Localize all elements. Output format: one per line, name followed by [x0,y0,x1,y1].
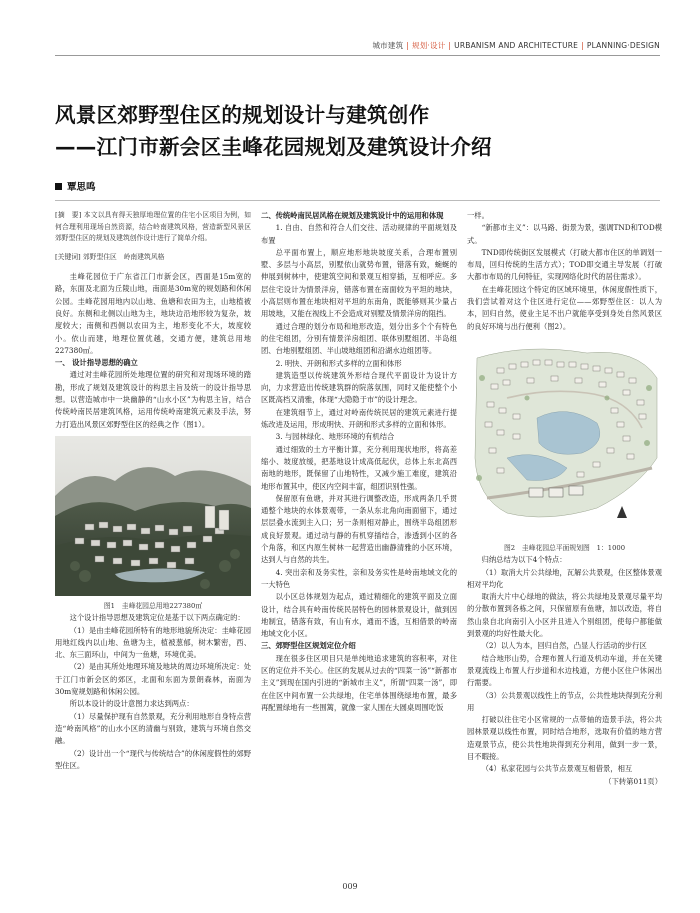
author-bullet-icon [55,183,62,190]
master-plan-image [467,338,662,538]
title-line-2: ——江门市新会区圭峰花园规划及建筑设计介绍 [55,135,492,159]
running-header: 城市建筑 | 规划·设计 | URBANISM AND ARCHITECTURE | PLANNING·DESIGN [372,41,660,50]
paragraph: （4）私家花园与公共节点景观互相借景，相互 [481,764,633,774]
paragraph: 3. 与园林绿化、地形环境的有机结合 [275,432,395,442]
paragraph: 总平面布置上，顺应地形地块坡度关系，合理布置别墅、多层与小高层，别墅依山就势布置，错落有致，蜿蜒的伸展到树林中，使建筑空间和景观互相穿插，互相呼应。多层住宅设计为情景洋房，错落布置在南面较为平坦的地块，小高层则布置在地块相对平坦的东南角，既能够则其少量占用坡地，又能在视线上不会造成对别墅及情景洋房的阻挡。 [261,247,457,319]
column-2 [261,210,457,714]
continued-note: （下转第011页） [604,776,662,786]
paragraph: 以小区总体规划为起点，通过精细化的建筑平面及立面设计，结合具有岭南传统民居特色的园林景观设计，做到因地制宜，错落有致，有山有水，通而不透，互相借景的岭南地域文化小区。 [261,592,457,639]
paragraph: （1）是由圭峰花园所特有的地形地貌所决定：圭峰花园用地红线内以山地、鱼塘为主，植被葱郁，树木繁密，西、北、东三面环山，中间为一鱼塘，环境优美。 [55,625,251,660]
header-subcategory-en: PLANNING·DESIGN [586,41,660,50]
paragraph: 4. 突出亲和及务实性，亲和及务实性是岭南地域文化的一大特色 [261,567,457,589]
column-1 [55,210,251,772]
page-number: 009 [342,882,358,891]
author-name: 覃思鸣 [67,182,96,193]
paragraph: 打破以往住宅小区常规的一点带轴的造景手法，将公共园林景观以线性布置，同时结合地形，选取有价值的地方营造观景节点，使公共性地块得到充分利用，做到一步一景，目不暇接。 [467,715,662,762]
figure-2-master-plan [467,338,662,538]
paragraph: 取消大片中心绿地的做法，将公共绿地及景观尽量平均的分散布置到各栋之间，只保留原有鱼塘，加以改造，将自然山泉自北向南引入小区并且进入个别组团，使每户都能做到景观的均好性最大化。 [467,592,662,639]
keywords: [关键词] 郊野型住区 岭南建筑风格 [55,252,165,261]
section-heading: 一、 设计指导思想的确立 [55,358,138,368]
paragraph: （1）取消大片公共绿地，瓦解公共景观，住区整体景观相对平均化 [467,567,662,589]
paragraph: 保留原有鱼塘，并对其进行调整改造，形成两条几乎贯通整个地块的水体景观带，一条从东北角向南面留下，通过层层叠水流到主入口；另一条则相对静止，围绕半岛组团形成良好景观。通过动与静的有机穿插结合，渗透到小区的各个角落，和区内原生树林一起营造出幽静清雅的小区环境，达到人与自然的共生。 [261,493,457,565]
title-rule [55,200,660,201]
header-rule [55,55,660,56]
paragraph: 所以本设计的设计意图力求达到两点： [69,699,194,709]
paragraph: （2）是由其所处地理环境及地块的周边环境所决定：处于江门市新会区的郊区，北面和东面为景朗森林，南面为30m宽规划路和休闲公园。 [55,662,251,697]
paragraph-continued: 一样。 [467,211,489,220]
paragraph: “新都市主义”：以马路、街景为景，强调TND和TOD模式。 [467,223,662,245]
paragraph: 通过合理的划分布局和地形改造，划分出多个个有特色的住宅组团，分别有情景洋房组团、联体别墅组团、半岛组团、台地别墅组团、半山坡地组团和沿湖水边组团等。 [261,321,457,356]
abstract: [摘 要] 本文以具有得天独厚地理位置的住宅小区项目为例，如何合理利用现场自然资源，结合岭南建筑风格，营造新型风景区郊野型住区的规划及建筑创作设计进行了简单介绍。 [55,211,251,243]
figure-caption: 图2 圭峰花园总平面规划图 1：1000 [503,543,626,552]
paragraph: （3）公共景观以线性上的节点，公共性地块得到充分利用 [467,690,662,712]
header-subcategory-cn: 规划·设计 [412,41,446,50]
paragraph: 结合地形山势，合理布置人行道及机动车道，并在关键景观流线上布置人行步道和水边栈道，方便小区住户休闲出行需要。 [467,653,662,688]
title-line-1: 风景区郊野型住区的规划设计与建筑创作 [55,103,430,127]
figure-caption: 图1 圭峰花园总用地227380㎡ [103,601,203,610]
paragraph: 1. 自由、自然和符合人们交往、活动规律的平面规划及布置 [261,223,457,245]
figure-1-aerial-rendering [55,436,251,596]
header-category-cn: 城市建筑 [372,41,404,50]
paragraph: 2. 明快、开朗和形式多样的立面和体形 [275,358,402,368]
paragraph: 在圭峰花园这个特定的区域环境里，休闲度假性质下，我们尝试着对这个住区进行定位——郊野型住区：以人为本，回归自然，使业主足不出户就能享受到身处自然风景区的良好环境与出行便利（图2）。 [467,284,662,331]
paragraph: （2）设计出一个“现代与传统结合”的休闲度假性的郊野型住区。 [55,748,251,770]
column-3 [467,210,662,788]
author [55,179,96,193]
paragraph: 归纳总结为以下4个特点： [481,555,567,565]
paragraph: TND即传统街区发展模式（打破大都市住区的单调划一布局，回归传统的生活方式）；TOD即交通主导发展（打破大都市布局的几何特征，实现网络化时代的居住需求）。 [467,247,662,282]
paragraph: 建筑造型以传统建筑外形结合现代平面设计为设计方向，力求营造出传统建筑群的院落氛围，同时又能使整个小区既高档又清雅，体现“大隐隐于市”的设计理念。 [261,370,457,405]
paragraph: （2）以人为本，回归自然，凸显人行活动的步行区 [481,641,647,651]
paragraph: 现在很多住区项目只是单纯地追求建筑的容积率，对住区的定位并不关心。住区的发展从过去的“四菜一汤”“新都市主义”到现在国内引进的“新城市主义”，所谓“四菜一汤”，即在住区中间布置一公共绿地，住宅单体围绕绿地布置，最多再配置绿地有一些围篱，就像一家人围在大圆桌周围吃饭 [261,653,457,712]
paragraph: 圭峰花园位于广东省江门市新会区，西面是15m宽的路，东面及北面为丘陵山地，南面是30m宽的规划路和休闲公园。圭峰花园用地内以山地、鱼塘和农田为主，山地植被良好。东侧和北侧以山地为主，地块边沿地形较为复杂，坡度较大；南侧和西侧以农田为主，地形变化不大，坡度较小。依山而建，地理位置优越，交通方便，建筑总用地227380㎡。 [55,272,251,355]
paragraph: （1）尽量保护现有自然景观，充分利用地形自身特点营造“岭南风格”的山水小区的清幽与别致，建筑与环境自然交融。 [55,711,251,746]
paragraph: 这个设计指导思想及建筑定位是基于以下两点确定的： [69,613,245,623]
paragraph: 通过细致的土方平衡计算，充分利用现状地形，将高差缩小、坡度放缓，把基地设计成高低起伏，总体上东北高西南地的地形，既保留了山地特性，又减少施工难度，建筑沿地形布置其中，使区内空间丰富，组团识别性强。 [261,444,457,491]
header-category-en: URBANISM AND ARCHITECTURE [454,41,579,50]
spacer [55,263,251,271]
aerial-rendering-image [55,436,251,596]
paragraph: 在建筑细节上，通过对岭南传统民居的建筑元素进行提炼改进及运用，形成明快、开朗和形式多样的立面和体形。 [261,407,457,430]
paragraph: 通过对圭峰花园所处地理位置的研究和对现场环境的踏勘，形成了规划及建筑设计的构思主旨及统一的设计指导思想。以营造城市中一块幽静的“山水小区”为构思主旨，结合传统岭南民居建筑风格，运用传统岭南建筑元素及手法，努力打造出风景区郊野型住区的经典之作（图1）。 [55,370,251,429]
section-heading: 三、郊野型住区规划定位介绍 [261,641,356,651]
section-heading: 二、传统岭南民居风格在规划及建筑设计中的运用和体现 [261,211,444,220]
